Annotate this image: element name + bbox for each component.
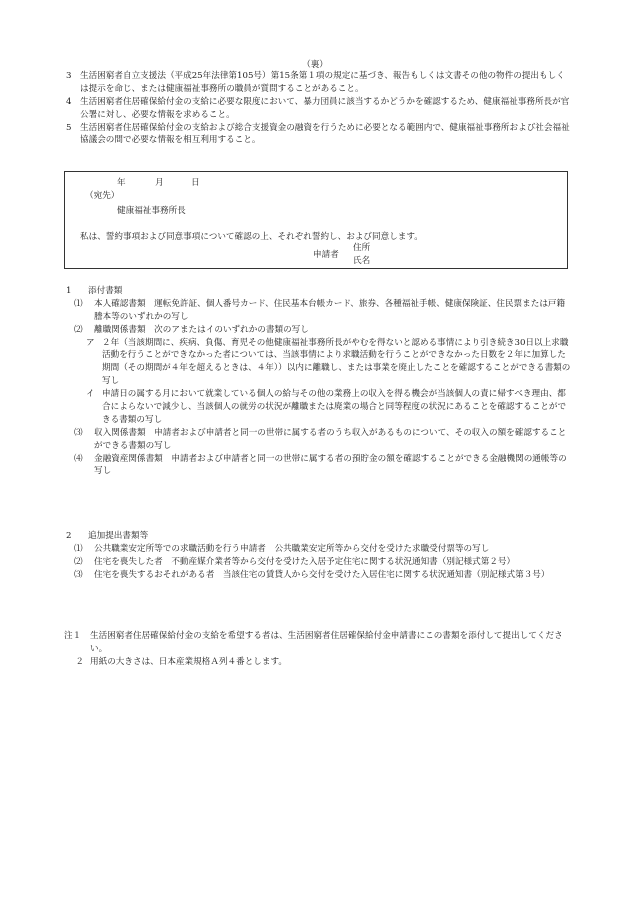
- name-label: 氏名: [353, 256, 371, 266]
- section-title: [66, 285, 572, 298]
- item-text: 生活困窮者住居確保給付金の支給に必要な限度において、暴力団員に該当するかどうかを確認するため、健康福祉事務所長が官公署に対し、必要な情報を求めること。: [80, 96, 570, 120]
- list-item: [74, 569, 572, 582]
- note-item: [64, 656, 572, 669]
- item-text: 収入関係書類 申請者および申請者と同一の世帯に属する者のうち収入があるものについて、その収入の額を確認することができる書類の写し: [94, 427, 567, 451]
- item-text: 住宅を喪失するおそれがある者 当該住宅の賃貸人から交付を受けた入居住宅に関する状況通知書（別記様式第３号）: [94, 569, 550, 580]
- item-text: 金融資産関係書類 申請者および申請者と同一の世帯に属する者の預貯金の額を確認することができる金融機関の通帳等の写し: [94, 453, 567, 477]
- item-number: イ: [86, 389, 95, 400]
- list-item: [74, 453, 572, 479]
- section-heading: 添付書類: [88, 286, 123, 296]
- addressee-label: （宛先）: [85, 191, 120, 201]
- date-line: [117, 177, 200, 190]
- section-attached-documents: [66, 285, 572, 478]
- office-name: 健康福祉事務所長: [117, 206, 186, 216]
- section-number: 1: [66, 286, 72, 296]
- item-number: ア: [86, 337, 95, 348]
- item-number: ⑵: [74, 324, 83, 335]
- list-item: [74, 427, 572, 453]
- page-header: （裏）: [302, 60, 328, 70]
- note-number: ２: [75, 656, 84, 667]
- list-item: [74, 543, 572, 556]
- item-number: 4: [66, 96, 72, 107]
- list-item: [74, 556, 572, 569]
- item-number: ⑴: [74, 543, 83, 554]
- item-text: 住宅を喪失した者 不動産媒介業者等から交付を受けた入居予定住宅に関する状況通知書（別記様式第２号）: [94, 556, 516, 567]
- note-text: 生活困窮者住居確保給付金の支給を希望する者は、生活困窮者住居確保給付金申請書にこの書類を添付して提出してください。: [90, 631, 563, 654]
- pledge-box: [64, 171, 568, 269]
- item-text: 申請日の属する月において就業している個人の給与その他の業務上の収入を得る機会が当該個人の責に帰すべき理由、都合によらないで減少し、当該個人の就労の状況が離職または廃業の場合と同等程度の状況にあることを確認することができる書類の写し: [102, 389, 567, 425]
- list-item: [74, 298, 572, 324]
- item-text: 生活困窮者自立支援法（平成25年法律第105号）第15条第１項の規定に基づき、報告もしくは文書その他の物件の提出もしくは提示を命じ、または健康福祉事務所の職員が質問することがあること。: [80, 71, 565, 94]
- section-additional-documents: [66, 530, 572, 582]
- item-number: ⑷: [74, 453, 83, 464]
- item-number: ⑶: [74, 569, 83, 580]
- item-text: ２年（当該期間に、疾病、負傷、育児その他健康福祉事務所長がやむを得ないと認める事情により引き続き30日以上求職活動を行うことができなかった者については、当該事情により求職活動を行うことができなかった日数を２年に加算した期間（その期間が４年を超えるときは、４年））以内に離職し、または事業を廃止したことを確認することができる書類の写し: [102, 337, 571, 387]
- notes-section: [64, 630, 572, 669]
- sub-list-item: [86, 388, 572, 427]
- consent-item: [66, 70, 572, 96]
- date-month-label: 月: [155, 178, 164, 188]
- pledge-statement: 私は、誓約事項および同意事項について確認の上、それぞれ誓約し、および同意します。: [80, 232, 423, 242]
- list-item: [74, 324, 572, 337]
- section-heading: 追加提出書類等: [88, 531, 149, 541]
- section-number: 2: [66, 531, 72, 541]
- note-number: 注１: [64, 631, 82, 641]
- note-item: [64, 630, 572, 656]
- item-number: ⑶: [74, 427, 83, 438]
- item-number: ⑴: [74, 298, 83, 309]
- item-number: ⑵: [74, 556, 83, 567]
- date-day-label: 日: [191, 178, 200, 188]
- applicant-label: 申請者: [313, 250, 339, 260]
- item-number: 5: [66, 122, 72, 133]
- address-label: 住所: [353, 243, 371, 253]
- sub-list-item: [86, 337, 572, 389]
- consent-item: [66, 96, 572, 122]
- item-text: 公共職業安定所等での求職活動を行う申請者 公共職業安定所等から交付を受けた求職受付票等の写し: [94, 543, 490, 554]
- consent-item: [66, 122, 572, 148]
- note-text: 用紙の大きさは、日本産業規格Ａ列４番とします。: [90, 656, 287, 667]
- item-text: 本人確認書類 運転免許証、個人番号カード、住民基本台帳カード、旅券、各種福祉手帳、健康保険証、住民票または戸籍謄本等のいずれかの写し: [94, 298, 566, 322]
- item-text: 生活困窮者住居確保給付金の支給および総合支援資金の融資を行うために必要となる範囲内で、健康福祉事務所および社会福祉協議会の間で必要な情報を相互利用すること。: [80, 122, 570, 146]
- item-number: 3: [66, 71, 72, 81]
- item-text: 離職関係書類 次のアまたはイのいずれかの書類の写し: [94, 324, 309, 335]
- date-year-label: 年: [117, 178, 126, 188]
- section-title: [66, 530, 572, 543]
- consent-items: [66, 70, 572, 147]
